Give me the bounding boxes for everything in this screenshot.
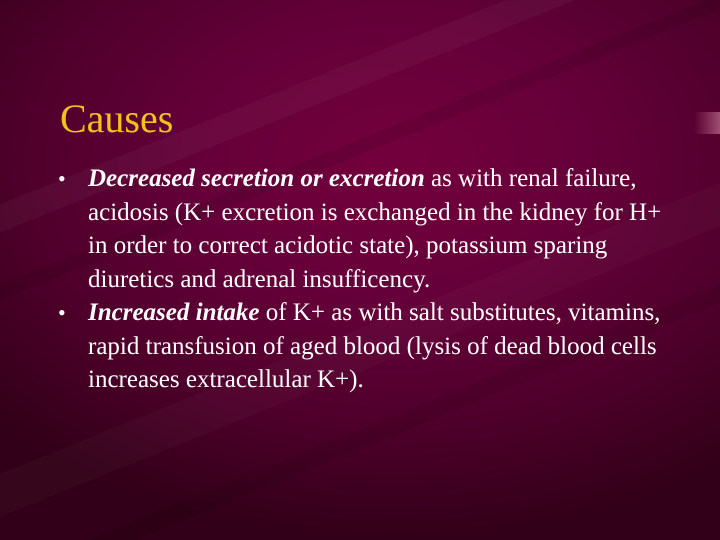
bullet-lead-text: Decreased secretion or excretion [88,165,425,192]
bullet-icon: • [58,166,66,191]
bullet-body-text: as with renal failure, acidosis (K+ excretion is exchanged in the kidney for H+ in order to correct acidotic state), potassium sparing diuretics and adrenal insufficency. [88,165,662,293]
bullet-list [58,162,678,397]
edge-accent [694,112,720,134]
bullet-lead-text: Increased intake [88,299,260,326]
bullet-item-decreased-excretion [58,162,678,296]
slide-title: Causes [60,95,174,141]
bullet-icon: • [58,300,66,325]
bullet-item-increased-intake [58,296,678,397]
bullet-body-text: of K+ as with salt substitutes, vitamins, rapid transfusion of aged blood (lysis of dead blood cells increases extracellular K+). [88,299,661,393]
